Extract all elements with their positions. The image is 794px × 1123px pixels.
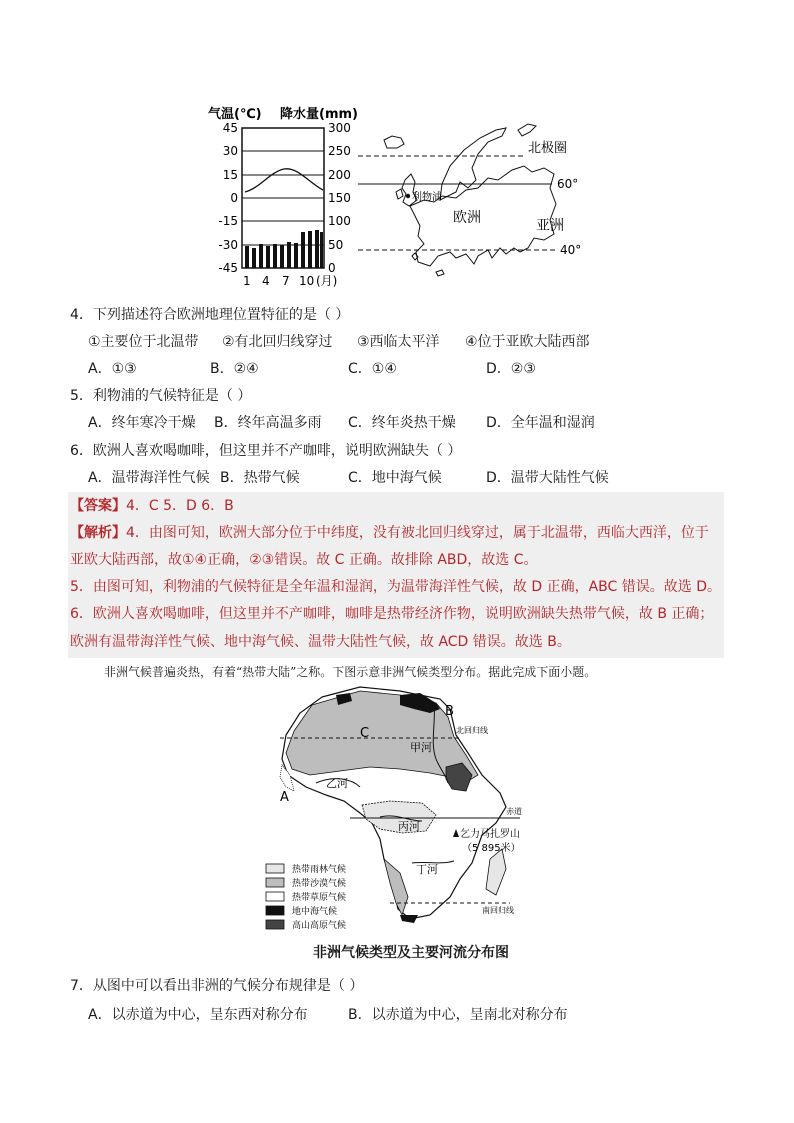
label-yi-river: 乙河 [326,777,348,790]
label-ding-river: 丁河 [416,863,438,876]
temp-tick: -15 [218,214,238,228]
climate-chart [208,106,358,288]
month-tick: 10 [299,274,315,288]
month-tick: 4 [262,274,270,288]
europe-figure [200,100,600,290]
legend-swatch-desert [266,878,284,887]
q6-option-b[interactable]: B．热带气候 [220,470,300,486]
precip-tick: 0 [328,261,336,275]
q4-option-d[interactable]: D．②③ [486,361,536,377]
temp-tick: 15 [222,168,238,182]
legend-swatch-highland [266,920,284,929]
q5-option-a[interactable]: A．终年寒冷干燥 [88,415,196,431]
legend-swatch-rainforest [266,864,284,873]
africa-legend [266,863,346,931]
precip-bar [259,244,263,268]
precip-tick: 200 [328,168,351,182]
legend-label: 地中海气候 [292,907,338,917]
label-jia-river: 甲河 [410,741,432,754]
precip-tick: 250 [328,144,351,158]
temp-tick: -45 [218,261,238,275]
liverpool-label: 利物浦 [412,192,442,203]
q4-item-1: ①主要位于北温带 [88,334,199,350]
precip-bar [245,246,249,268]
legend-label: 热带沙漠气候 [292,879,347,889]
europe-map [358,124,581,276]
month-tick: 1 [243,274,251,288]
lat-40-label: 40° [560,243,582,257]
africa-caption: 非洲气候类型及主要河流分布图 [313,945,509,961]
legend-swatch-mediterranean [266,906,284,915]
analysis-line-1 [70,523,709,543]
q4-option-a[interactable]: A．①③ [88,361,137,377]
temp-tick: 30 [222,144,238,158]
iceland-outline [384,136,404,148]
mainland-outline [410,166,556,266]
analysis-text-1: 4．由图可知，欧洲大部分位于中纬度，没有被北回归线穿过，属于北温带，西临大西洋，位于 [126,525,709,541]
answer-line [70,496,234,516]
temp-tick: 0 [230,191,238,205]
africa-figure [250,683,550,933]
q5-option-d[interactable]: D．全年温和湿润 [486,415,595,431]
analysis-line-2: 亚欧大陆西部，故①④正确，②③错误。故 C 正确。故排除 ABD，故选 C。 [70,552,538,568]
temp-tick: -30 [218,238,238,252]
q6-option-d[interactable]: D．温带大陆性气候 [486,470,609,486]
question-7: 7．从图中可以看出非洲的气候分布规律是（ ） [70,978,364,994]
precip-bar [308,231,312,268]
precip-bars [245,230,323,268]
question-6: 6．欧洲人喜欢喝咖啡，但这里并不产咖啡，说明欧洲缺失（ ） [70,443,462,459]
legend-label: 热带雨林气候 [292,865,347,875]
month-unit: (月) [316,274,338,288]
precip-bar [252,248,256,268]
precip-bar [273,244,277,268]
legend-label: 高山高原气候 [292,921,347,931]
q4-item-3: ③西临太平洋 [357,334,440,350]
precip-axis-title: 降水量(mm) [280,107,358,122]
month-tick: 7 [282,274,290,288]
mediterranean-south [400,915,418,923]
q4-item-4: ④位于亚欧大陆西部 [465,334,590,350]
label-tropic-south: 南回归线 [482,906,514,915]
asia-label: 亚洲 [536,218,564,234]
precip-tick: 50 [328,238,344,252]
liverpool-marker [406,194,410,198]
temp-tick: 45 [222,121,238,135]
q4-option-c[interactable]: C．①④ [348,361,397,377]
analysis-label: 【解析】 [70,525,126,541]
precip-tick: 150 [328,191,351,205]
precip-bar [294,243,298,268]
europe-label: 欧洲 [453,210,481,226]
q4-option-b[interactable]: B．②④ [210,361,259,377]
temperature-curve [245,169,323,192]
arctic-circle-label: 北极圈 [528,141,568,156]
analysis-line-3: 5．由图可知，利物浦的气候特征是全年温和湿润，为温带海洋性气候，故 D 正确，ABC 错误。故选 D。 [70,579,721,595]
africa-intro: 非洲气候普遍炎热，有着“热带大陆”之称。下图示意非洲气候类型分布。据此完成下面小题。 [104,665,597,679]
precip-bar [320,232,323,268]
label-B: B [445,704,454,719]
precip-bar [266,246,270,268]
ireland-outline [396,189,403,199]
island-outline [436,270,444,276]
analysis-line-4: 6．欧洲人喜欢喝咖啡，但这里并不产咖啡，咖啡是热带经济作物，说明欧洲缺失热带气候，故 B 正确； [70,606,714,622]
label-C: C [360,726,370,741]
lat-60-label: 60° [557,177,579,191]
precip-tick: 100 [328,214,351,228]
question-4: 4．下列描述符合欧洲地理位置特征的是（ ） [70,307,350,323]
label-kilimanjaro-height: （5 895米） [462,843,521,854]
precip-bar [301,232,305,268]
q7-option-b[interactable]: B．以赤道为中心，呈南北对称分布 [348,1007,568,1023]
precip-bar [287,242,291,268]
novaya-zemlya-outline [518,124,536,136]
label-equator: 赤道 [506,807,522,816]
label-bing-river: 丙河 [398,820,420,833]
q5-option-c[interactable]: C．终年炎热干燥 [348,415,456,431]
analysis-line-5: 欧洲有温带海洋性气候、地中海气候、温带大陆性气候，故 ACD 错误。故选 B。 [70,634,571,650]
question-5: 5．利物浦的气候特征是（ ） [70,388,252,404]
temp-axis-title: 气温(℃) [208,107,262,122]
precip-bar [315,230,319,268]
q6-option-a[interactable]: A．温带海洋性气候 [88,470,210,486]
q5-option-b[interactable]: B．终年高温多雨 [214,415,322,431]
q4-item-2: ②有北回归线穿过 [222,334,333,350]
answer-label: 【答案】 [70,498,126,514]
q7-option-a[interactable]: A．以赤道为中心，呈东西对称分布 [88,1007,308,1023]
answer-text: 4．C 5．D 6．B [126,498,234,514]
precip-bar [280,245,284,268]
q6-option-c[interactable]: C．地中海气候 [348,470,442,486]
legend-swatch-savanna [266,892,284,901]
precip-tick: 300 [328,121,351,135]
label-tropic-north: 北回归线 [456,726,488,735]
legend-label: 热带草原气候 [292,893,347,903]
label-kilimanjaro: 乞力马扎罗山 [460,829,520,840]
label-A: A [280,790,289,805]
madagascar-outline [486,849,506,895]
